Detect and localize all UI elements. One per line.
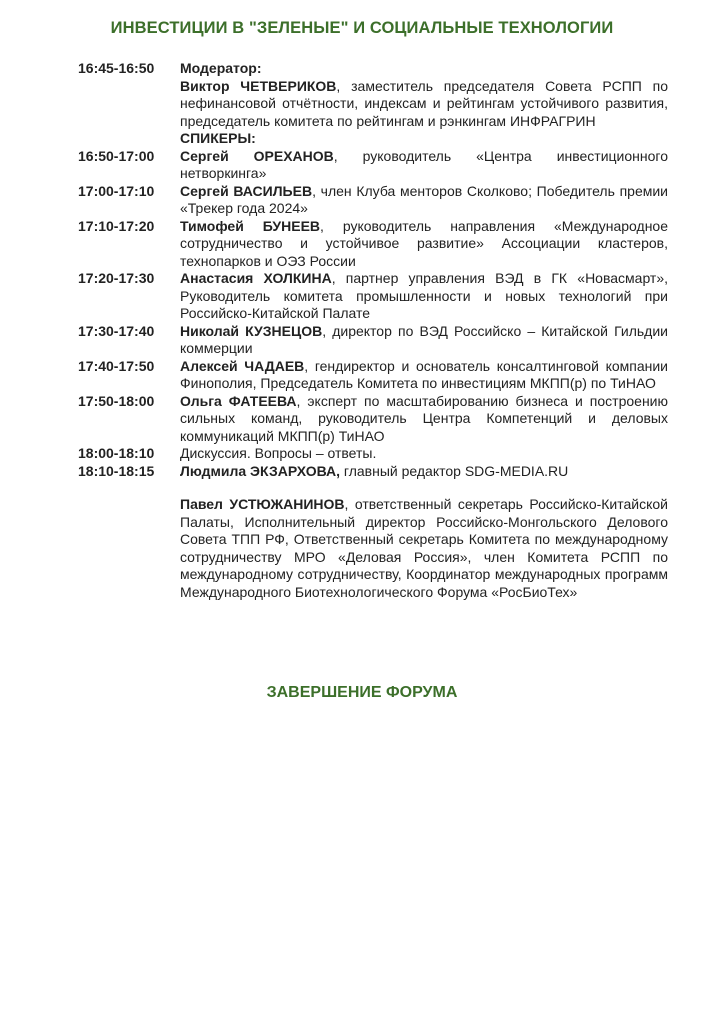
speaker-name: Сергей ВАСИЛЬЕВ (180, 182, 313, 199)
speaker-name: Сергей ОРЕХАНОВ (180, 147, 334, 164)
speaker-time: 17:20-17:30 (78, 270, 155, 286)
speaker-time: 17:30-17:40 (78, 322, 155, 339)
speaker-row (78, 148, 668, 183)
moderator-desc: , заместитель председателя Совета РСПП по нефинансовой отчётности, индексам и рейтингам устойчивого развития, председатель комитета по рейтингам и рэнкингам ИНФРАГРИН (180, 77, 668, 129)
speaker-time: 18:00-18:10 (78, 445, 155, 461)
speaker-name: Тимофей БУНЕЕВ (180, 217, 321, 234)
speaker-desc: , руководитель «Центра инвестиционного нетворкинга» (180, 147, 668, 181)
moderator-label: Модератор: (180, 60, 262, 76)
speaker-name: Людмила ЭКЗАРХОВА, (180, 462, 341, 479)
speakers-label: СПИКЕРЫ: (180, 130, 256, 146)
speaker-name: Анастасия ХОЛКИНА (180, 270, 332, 286)
speaker-desc: , эксперт по масштабированию бизнеса и построению сильных команд, руководитель Центра Компетенций и деловых коммуникаций МКПП(р) ТиНАО (180, 392, 668, 444)
speaker-row (78, 323, 668, 358)
speaker-desc: , партнер управления ВЭД в ГК «Новасмарт», Руководитель комитета промышленности и новых технологий при Российско-Китайской Палате (180, 270, 669, 321)
discussion-row (78, 445, 668, 463)
speaker-time: 17:00-17:10 (78, 182, 155, 199)
moderator-row (78, 78, 668, 131)
closing-title: ЗАВЕРШЕНИЕ ФОРУМА (266, 684, 458, 701)
extra-speaker-row (78, 496, 668, 601)
speaker-time: 17:50-18:00 (78, 392, 155, 409)
moderator-time: 16:45-16:50 (78, 60, 155, 76)
extra-speaker-desc: , ответственный секретарь Российско-Китайской Палаты, Исполнительный директор Российско-Монгольского Делового Совета ТПП РФ, Ответственный секретарь Комитета по международному сотрудничеству МРО «Деловая Россия», член Комитета РСПП по международному сотрудничеству, Координатор международных программ Международного Биотехнологического Форума «РосБиоТех» (180, 496, 668, 600)
speaker-name: Ольга ФАТЕЕВА (180, 392, 297, 409)
speaker-time: 17:10-17:20 (78, 217, 155, 234)
speaker-row (78, 358, 668, 393)
speaker-time: 18:10-18:15 (78, 462, 155, 479)
speaker-name: Алексей ЧАДАЕВ (180, 357, 305, 374)
speaker-desc: , директор по ВЭД Российско – Китайской Гильдии коммерции (180, 322, 668, 356)
speaker-time: 17:40-17:50 (78, 357, 155, 374)
speaker-time: 16:50-17:00 (78, 147, 155, 164)
speaker-desc: , член Клуба менторов Сколково; Победитель премии «Трекер года 2024» (180, 182, 668, 216)
section-title: ИНВЕСТИЦИИ В "ЗЕЛЕНЫЕ" И СОЦИАЛЬНЫЕ ТЕХНОЛОГИИ (110, 19, 614, 37)
speaker-desc: , руководитель направления «Международное сотрудничество и устойчивое развитие» Ассоциации кластеров, технопарков и ОЭЗ России (180, 217, 668, 269)
program-list (78, 60, 668, 601)
speaker-row (78, 183, 668, 218)
speaker-row (78, 393, 668, 446)
moderator-label-row (78, 60, 668, 78)
discussion-desc: Дискуссия. Вопросы – ответы. (180, 445, 377, 461)
speaker-row (78, 463, 668, 481)
speaker-name: Николай КУЗНЕЦОВ (180, 322, 323, 339)
moderator-name: Виктор ЧЕТВЕРИКОВ (180, 77, 337, 94)
extra-speaker-name: Павел УСТЮЖАНИНОВ (180, 496, 345, 512)
speaker-desc: главный редактор SDG-MEDIA.RU (340, 462, 569, 479)
speaker-desc: , гендиректор и основатель консалтинговой компании Финополия, Председатель Комитета по инвестициям МКПП(р) по ТиНАО (180, 357, 669, 391)
speaker-row (78, 218, 668, 271)
speakers-label-row (78, 130, 668, 148)
speaker-row (78, 270, 668, 323)
